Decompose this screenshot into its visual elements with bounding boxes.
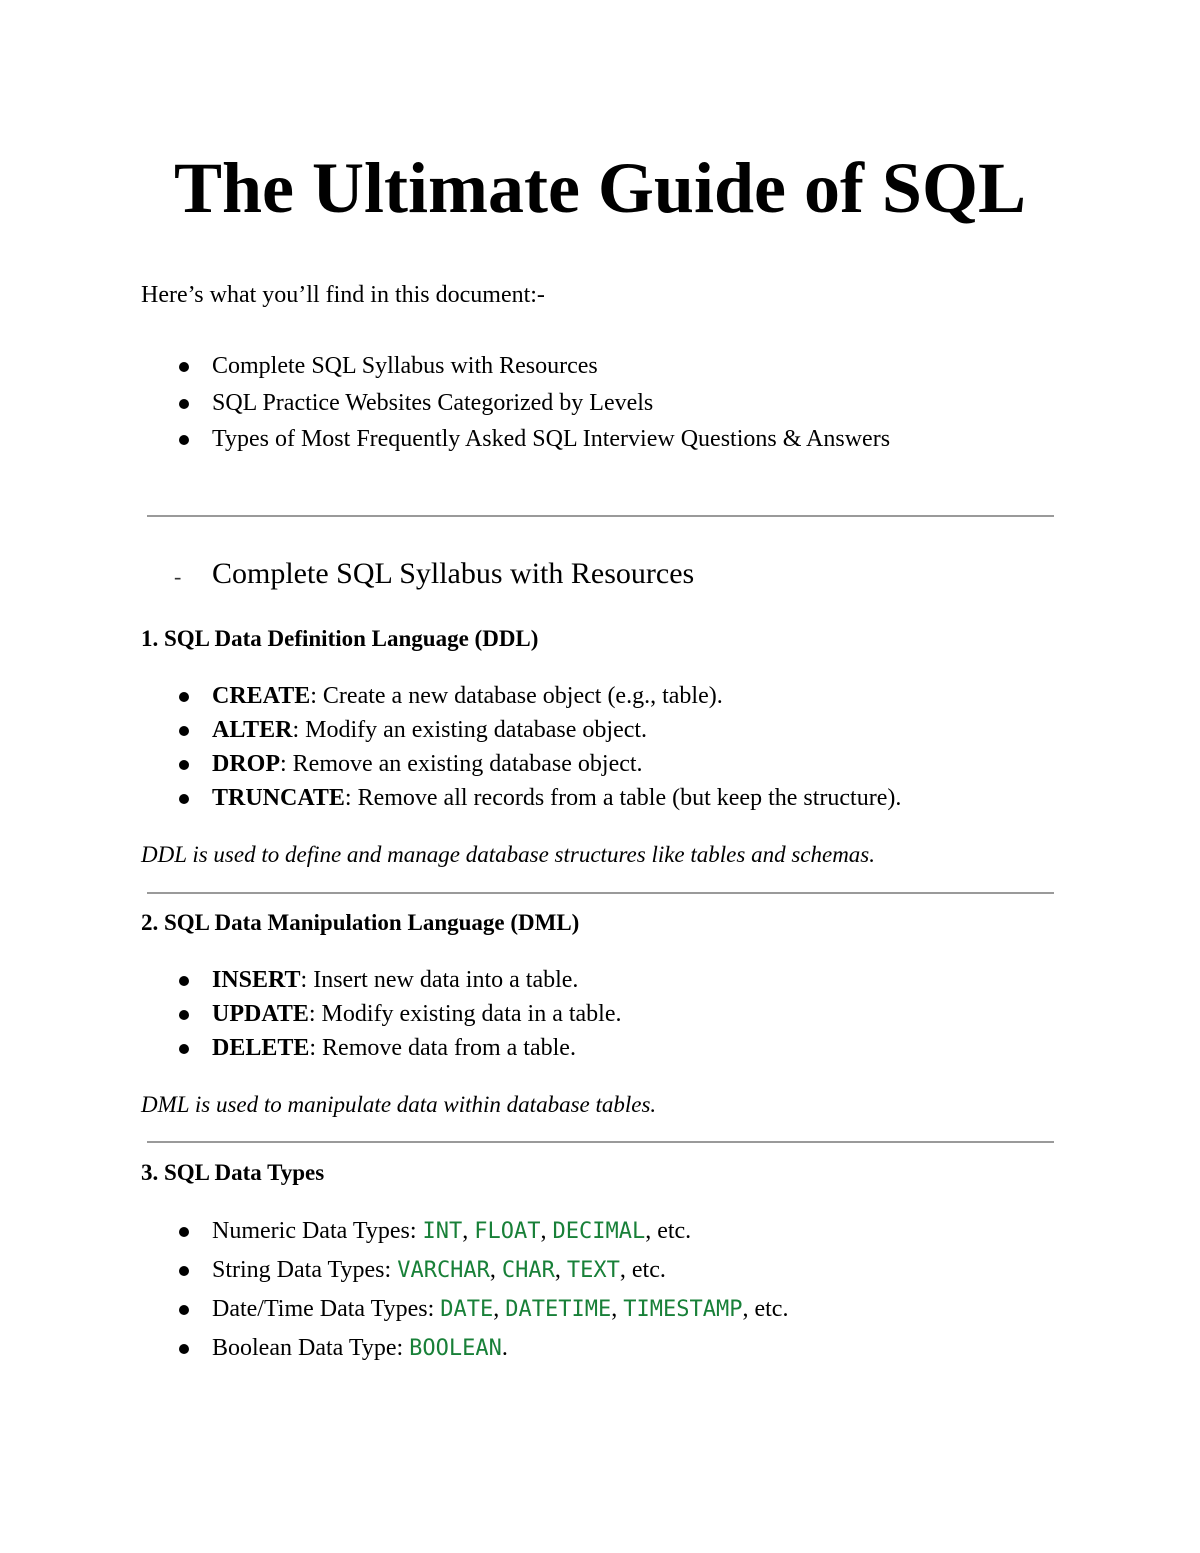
type-item-numeric bbox=[212, 1216, 691, 1247]
ddl-desc: : Remove all records from a table (but keep the structure). bbox=[344, 785, 902, 811]
toc-item: Complete SQL Syllabus with Resources bbox=[212, 353, 598, 379]
code-datetime: DATETIME bbox=[505, 1297, 612, 1322]
bullet-icon bbox=[179, 362, 189, 372]
type-end: , etc. bbox=[645, 1218, 692, 1244]
dml-keyword: INSERT bbox=[212, 967, 301, 993]
ddl-item bbox=[212, 783, 901, 813]
intro-text: Here’s what you’ll find in this document:- bbox=[141, 282, 545, 308]
dml-desc: : Insert new data into a table. bbox=[300, 967, 579, 993]
ddl-keyword: ALTER bbox=[212, 717, 293, 743]
dml-keyword: UPDATE bbox=[212, 1001, 309, 1027]
toc-item: SQL Practice Websites Categorized by Levels bbox=[212, 390, 654, 416]
code-timestamp: TIMESTAMP bbox=[623, 1297, 743, 1322]
separator: , bbox=[489, 1257, 502, 1283]
dml-heading: 2. SQL Data Manipulation Language (DML) bbox=[141, 910, 580, 935]
type-label: String Data Types: bbox=[212, 1257, 398, 1283]
code-decimal: DECIMAL bbox=[552, 1219, 646, 1244]
bullet-icon bbox=[179, 794, 189, 804]
type-end: , etc. bbox=[619, 1257, 666, 1283]
bullet-icon bbox=[179, 1344, 189, 1354]
bullet-icon bbox=[179, 976, 189, 986]
dml-desc: : Remove data from a table. bbox=[309, 1035, 576, 1061]
code-char: CHAR bbox=[501, 1258, 555, 1283]
dml-desc: : Modify existing data in a table. bbox=[308, 1001, 622, 1027]
separator: , bbox=[540, 1218, 553, 1244]
ddl-heading: 1. SQL Data Definition Language (DDL) bbox=[141, 626, 539, 651]
bullet-icon bbox=[179, 1305, 189, 1315]
separator: , bbox=[462, 1218, 475, 1244]
bullet-icon bbox=[179, 760, 189, 770]
type-label: Boolean Data Type: bbox=[212, 1335, 410, 1361]
ddl-item bbox=[212, 681, 723, 711]
bullet-icon bbox=[179, 1227, 189, 1237]
bullet-icon bbox=[179, 726, 189, 736]
type-item-string bbox=[212, 1255, 666, 1286]
bullet-icon bbox=[179, 1266, 189, 1276]
horizontal-rule bbox=[147, 515, 1054, 517]
ddl-keyword: TRUNCATE bbox=[212, 785, 345, 811]
toc-item: Types of Most Frequently Asked SQL Interview Questions & Answers bbox=[212, 426, 891, 452]
document-title: The Ultimate Guide of SQL bbox=[173, 148, 1026, 228]
bullet-icon bbox=[179, 399, 189, 409]
separator: , bbox=[611, 1296, 624, 1322]
ddl-desc: : Create a new database object (e.g., table). bbox=[310, 683, 723, 709]
ddl-desc: : Modify an existing database object. bbox=[292, 717, 648, 743]
type-label: Date/Time Data Types: bbox=[212, 1296, 441, 1322]
ddl-item bbox=[212, 715, 647, 745]
code-int: INT bbox=[422, 1219, 463, 1244]
dml-item bbox=[212, 999, 622, 1029]
ddl-item bbox=[212, 749, 643, 779]
horizontal-rule bbox=[147, 892, 1054, 894]
ddl-keyword: DROP bbox=[212, 751, 280, 777]
dml-item bbox=[212, 965, 578, 995]
separator: , bbox=[554, 1257, 567, 1283]
bullet-icon bbox=[179, 1010, 189, 1020]
code-float: FLOAT bbox=[474, 1219, 541, 1244]
code-boolean: BOOLEAN bbox=[409, 1336, 502, 1361]
bullet-icon bbox=[179, 435, 189, 445]
ddl-desc: : Remove an existing database object. bbox=[280, 751, 643, 777]
bullet-icon bbox=[179, 1044, 189, 1054]
section-heading: Complete SQL Syllabus with Resources bbox=[212, 557, 695, 590]
type-end: . bbox=[501, 1335, 508, 1361]
code-varchar: VARCHAR bbox=[397, 1258, 490, 1283]
ddl-keyword: CREATE bbox=[212, 683, 311, 709]
bullet-icon bbox=[179, 692, 189, 702]
type-item-datetime bbox=[212, 1294, 788, 1325]
ddl-note: DDL is used to define and manage database structures like tables and schemas. bbox=[141, 842, 876, 867]
section-dash: - bbox=[174, 564, 182, 589]
type-item-boolean bbox=[212, 1333, 508, 1364]
dml-note: DML is used to manipulate data within database tables. bbox=[141, 1092, 657, 1117]
types-heading: 3. SQL Data Types bbox=[141, 1160, 325, 1185]
dml-item bbox=[212, 1033, 576, 1063]
horizontal-rule bbox=[147, 1141, 1054, 1143]
dml-keyword: DELETE bbox=[212, 1035, 310, 1061]
code-text: TEXT bbox=[566, 1258, 620, 1283]
code-date: DATE bbox=[440, 1297, 494, 1322]
type-label: Numeric Data Types: bbox=[212, 1218, 423, 1244]
type-end: , etc. bbox=[742, 1296, 789, 1322]
separator: , bbox=[493, 1296, 506, 1322]
